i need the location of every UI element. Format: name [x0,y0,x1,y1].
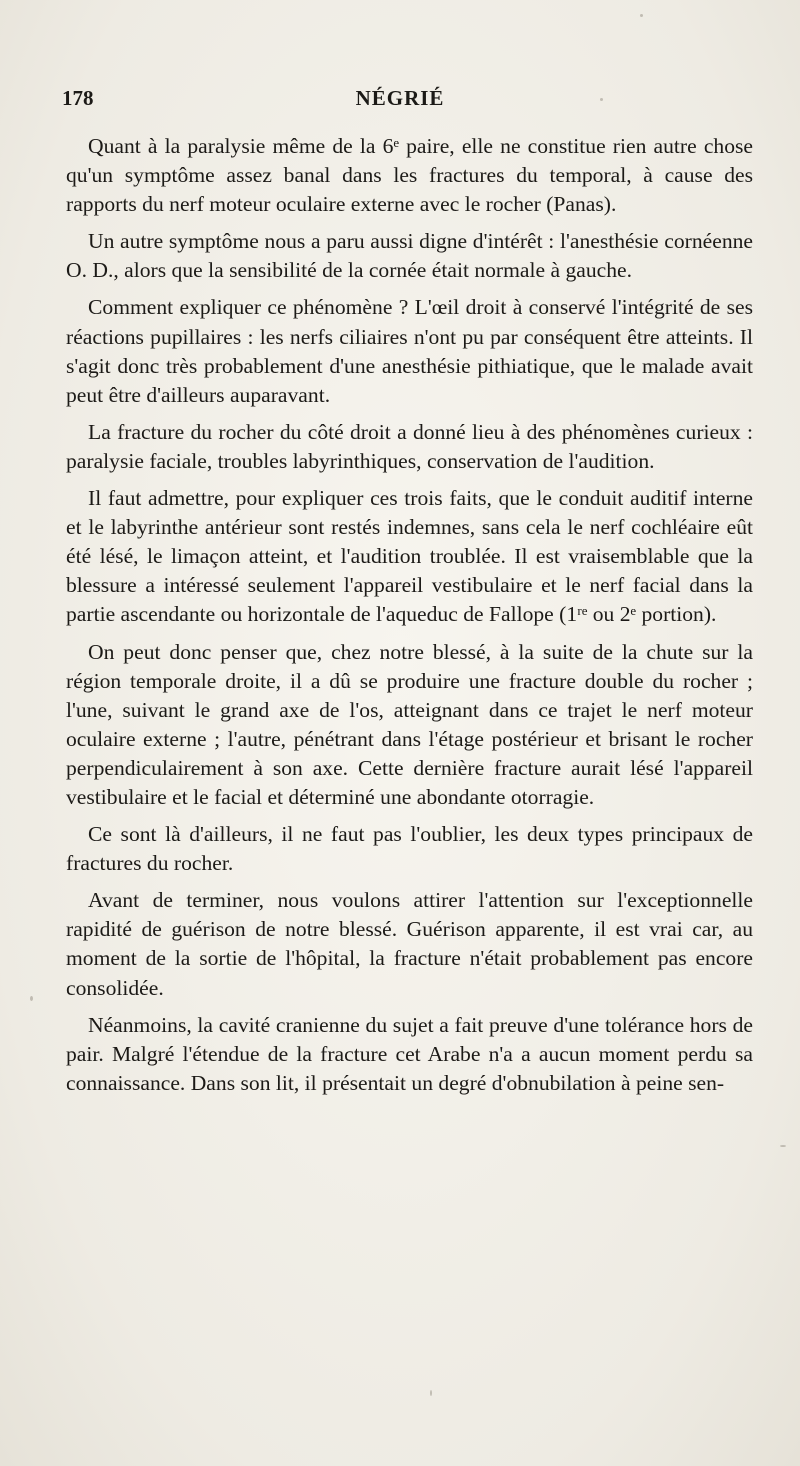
print-speck [430,1390,432,1396]
paragraph: Avant de terminer, nous voulons attirer l'attention sur l'exceptionnelle rapidité de guérison de notre blessé. Guérison apparente, il est vrai car, au moment de la sortie de l'hôpital, la fracture n'était probablement pas encore consolidée. [66,888,753,1000]
print-speck [640,14,643,17]
paragraph: On peut donc penser que, chez notre blessé, à la suite de la chute sur la région temporale droite, il a dû se produire une fracture double du rocher ; l'une, suivant le grand axe de l'os, atteignant dans ce trajet le nerf moteur oculaire externe ; l'autre, pénétrant dans l'étage postérieur et brisant le rocher perpendiculairement à son axe. Cette dernière fracture aurait lésé l'appareil vestibulaire et le facial et déterminé une abondante otorragie. [66,639,753,809]
paragraph: Comment expliquer ce phénomène ? L'œil droit à conservé l'intégrité de ses réactions pupillaires : les nerfs ciliaires n'ont pu par conséquent être atteints. Il s'agit donc très probablement d'une anesthésie pithiatique, que le malade avait peut être d'ailleurs auparavant. [66,295,753,407]
print-speck [600,98,603,101]
print-speck [30,996,33,1001]
body-text [66,132,753,1106]
paragraph: La fracture du rocher du côté droit a donné lieu à des phénomènes curieux : paralysie faciale, troubles labyrinthiques, conservation de l'audition. [66,419,753,473]
paragraph: Il faut admettre, pour expliquer ces trois faits, que le conduit auditif interne et le labyrinthe antérieur sont restés indemnes, sans cela le nerf cochléaire eût été lésé, le limaçon atteint, et l'audition troublée. Il est vraisemblable que la blessure a intéressé seulement l'appareil vestibulaire et le nerf facial dans la partie ascendante ou horizontale de l'aqueduc de Fallope (1ʳᵉ ou 2ᵉ portion). [66,486,753,627]
paragraph: Néanmoins, la cavité cranienne du sujet a fait preuve d'une tolérance hors de pair. Malgré l'étendue de la fracture cet Arabe n'a a aucun moment perdu sa connaissance. Dans son lit, il présentait un degré d'obnubilation à peine sen- [66,1012,753,1095]
print-speck [780,1145,786,1147]
running-head: NÉGRIÉ [355,86,445,110]
page-number: 178 [62,86,94,110]
paragraph: Quant à la paralysie même de la 6ᵉ paire, elle ne constitue rien autre chose qu'un symptôme assez banal dans les fractures du temporal, à cause des rapports du nerf moteur oculaire externe avec le rocher (Panas). [66,134,753,217]
page-header [62,86,738,116]
paragraph: Ce sont là d'ailleurs, il ne faut pas l'oublier, les deux types principaux de fractures du rocher. [66,822,753,876]
paragraph: Un autre symptôme nous a paru aussi digne d'intérêt : l'anesthésie cornéenne O. D., alors que la sensibilité de la cornée était normale à gauche. [66,229,753,283]
